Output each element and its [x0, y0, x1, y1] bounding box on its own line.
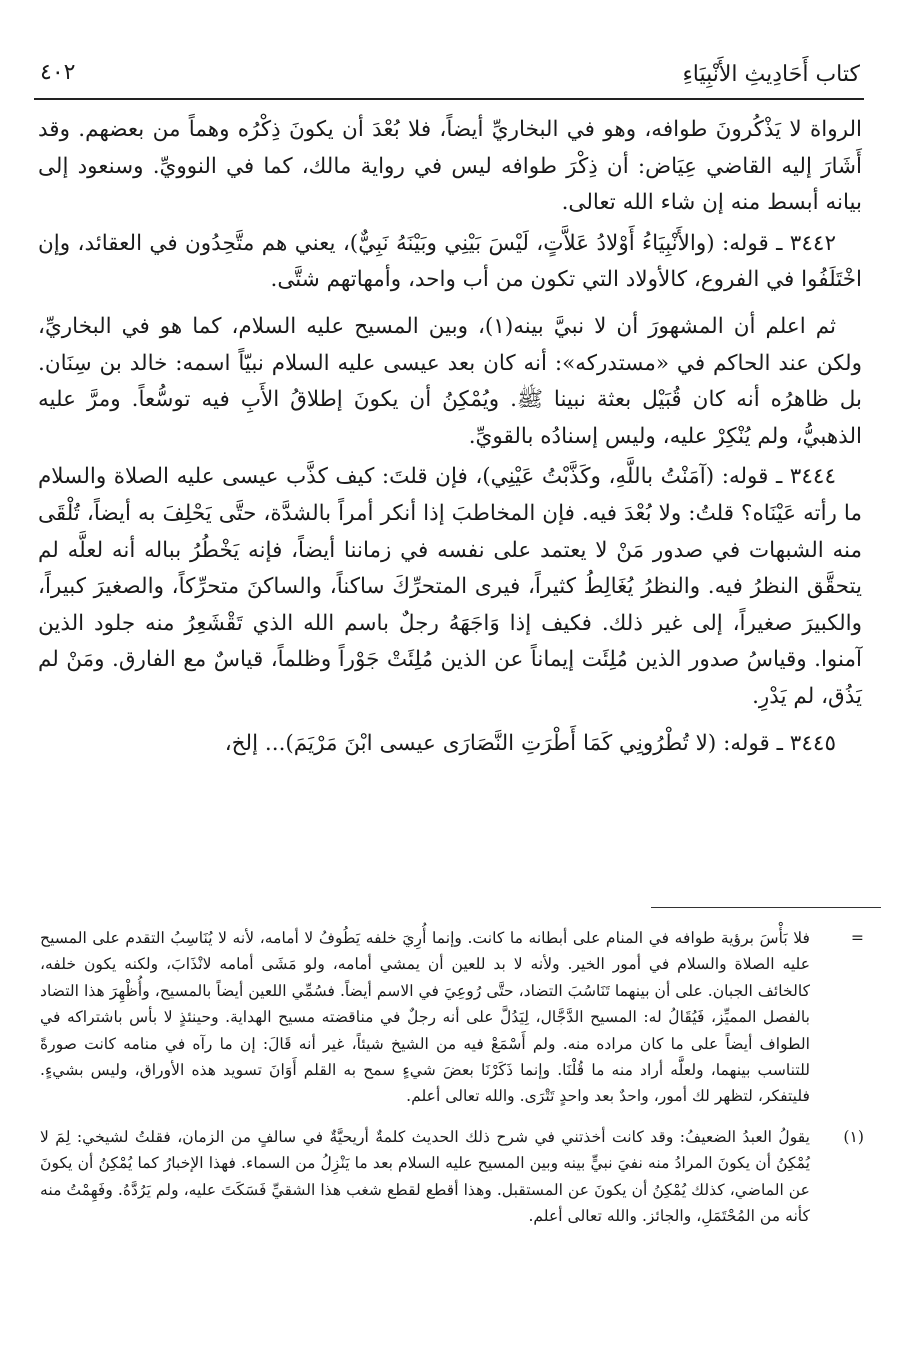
footnote-1	[40, 1124, 864, 1230]
paragraph-continuation: الرواة لا يَذْكُرونَ طوافه، وهو في البخاريِّ أيضاً، فلا بُعْدَ أن يكونَ ذِكْرُه وهماً من بعضهم. وقد أَشَارَ إليه القاضي عِيَاض: أن ذِكْرَ طوافه ليس في رواية مالك، كما في النوويِّ. وسنعود إلى بيانه أبسط منه إن شاء الله تعالى.	[38, 117, 862, 216]
paragraph-hadith-3442: ٣٤٤٢ ـ قوله: (والأَنْبِيَاءُ أَوْلادُ عَلاَّتٍ، لَيْسَ بَيْنِي وبَيْنَهُ نَبِيٌّ)، يعني هم متَّحِدُون في العقائد، وإن اخْتَلَفُوا في الفروع، كالأولاد التي تكون من أب واحد، وأمهاتهم شتَّى.	[38, 230, 862, 293]
page-number: ٤٠٢	[40, 60, 76, 85]
book-title: كتاب أَحَادِيثِ الأَنْبِيَاءِ	[682, 62, 860, 87]
header-divider	[34, 98, 864, 100]
paragraph-note: ثم اعلم أن المشهورَ أن لا نبيَّ بينه(١)، وبين المسيح عليه السلام، كما هو في البخاريِّ، ولكن عند الحاكم في «مستدركه»: أنه كان بعد عيسى عليه السلام نبيّاً اسمه: خالد بن سِنَان. بل ظاهرُه أنه كان قُبَيْل بعثة نبينا ﷺ. ويُمْكِنُ أن يكونَ إطلاقُ الأَبِ فيه توسُّعاً. ومرَّ عليه الذهبيُّ، ولم يُنْكِرْ عليه، وليس إسنادُه بالقويِّ.	[38, 313, 862, 449]
footnote-marker: =	[850, 929, 864, 947]
footnotes	[40, 925, 864, 1235]
paragraph-hadith-3444: ٣٤٤٤ ـ قوله: (آمَنْتُ باللَّهِ، وكَذَّبْتُ عَيْنِي)، فإن قلتَ: كيف كذَّب عيسى عليه الصلاة والسلام ما رأته عَيْنَاه؟ قلتُ: ولا بُعْدَ فيه. فإن المخاطبَ إذا أنكر أمراً بالشدَّة، حتَّى يَحْلِفَ به أيضاً، تُلْقَى منه الشبهات في صدور مَنْ لا يعتمد على نفسه في زماننا أيضاً، فإنه يَخْطُرُ بباله أنه لعلَّه لم يتحقَّق النظرُ فيه. والنظرُ يُغَالِطُ كثيراً، فيرى المتحرِّكَ ساكناً، والساكنَ متحرِّكاً، والصغيرَ كبيراً، والكبيرَ صغيراً، إلى غير ذلك. فكيف إذا وَاجَهَهُ رجلٌ باسم الله الذي تَقْشَعِرُ منه جلود الذين آمنوا. وقياسُ صدور الذين مُلِئَت إيماناً عن الذين مُلِئَتْ جَوْراً وظلماً، قياسٌ مع الفارق. ومَنْ لم يَذُق، لم يَدْرِ.	[38, 464, 862, 709]
footnote-divider	[651, 907, 881, 908]
footnote-text: فلا بَأْسَ برؤية طوافه في المنام على أبطانه ما كانت. وإنما أُرِيَ خلفه يَطُوفُ لا أمامه، لأنه لا يُنَاسِبُ التقدم على المسيح عليه الصلاة والسلام في أمور الخير. ولأنه لا بد للعين أن يمشي أمامه، ولو مَشَى أمامه لانْذَابَ، ولكنه يكون خلفه، كالخائف الجبان. على أن بينهما تَنَاسُبَ التضاد، حتَّى رُوعِيَ في الاسم أيضاً. فسُمِّي اللعين أيضاً بالمسيح، وأُظْهِرَ هذا التضاد بالفصل المميِّز، فَيُقَالُ له: المسيح الدَّجَّال، لِيَدُلَّ على أنه رجلٌ في مناقضته مسيح الهداية. وحينئذٍ لا بأس باشتراكه في الطواف أيضاً على ما كان مراده منه. ولم أَسْمَعْ فيه من الشيخ شيئاً، غير أنه قَالَ: إن ما رآه في منامه كانت صورةً للتناسب بينهما، ولعلَّه أراد منه ما قُلْنَا. وإنما ذَكَرْنَا بعضَ شيءٍ سمح به القلم أَوَانَ تسويد هذه الأوراق، وليس بشيءٍ. فليتفكر، لتظهر لك أمور، واحدٌ بعد واحدٍ تَتْرَى. والله تعالى أعلم.	[40, 929, 810, 1106]
page-header	[40, 56, 860, 96]
footnote-text: يقولُ العبدُ الضعيفُ: وقد كانت أخذتني في شرح ذلك الحديث كلمةٌ أريحيَّةٌ في سالفٍ من الزمان، فقلتُ لشيخي: لِمَ لا يُمْكِنُ أن يكونَ المرادُ منه نفيَ نبيٍّ بينه وبين المسيح عليه السلام بعد ما يَنْزِلُ من السماء. فهذا الإخبارُ كما يُمْكِنُ أن يكونَ عن الماضي، كذلك يُمْكِنُ أن يكونَ عن المستقبل. وهذا أقطع لقطع شغب هذا الشقيِّ فَسَكَتَ عليه، ولم يَرُدَّهُ. وفَهِمْتُ منه كأنه من المُحْتَمَلِ، والجائز. والله تعالى أعلم.	[40, 1127, 810, 1226]
paragraph-hadith-3445: ٣٤٤٥ ـ قوله: (لا تُطْرُونِي كَمَا أَطْرَتِ النَّصَارَى عيسى ابْنَ مَرْيَمَ)... إلخ،	[224, 730, 836, 756]
main-text	[38, 112, 862, 766]
footnote-continued	[40, 925, 864, 1110]
footnote-marker: (١)	[843, 1127, 864, 1146]
